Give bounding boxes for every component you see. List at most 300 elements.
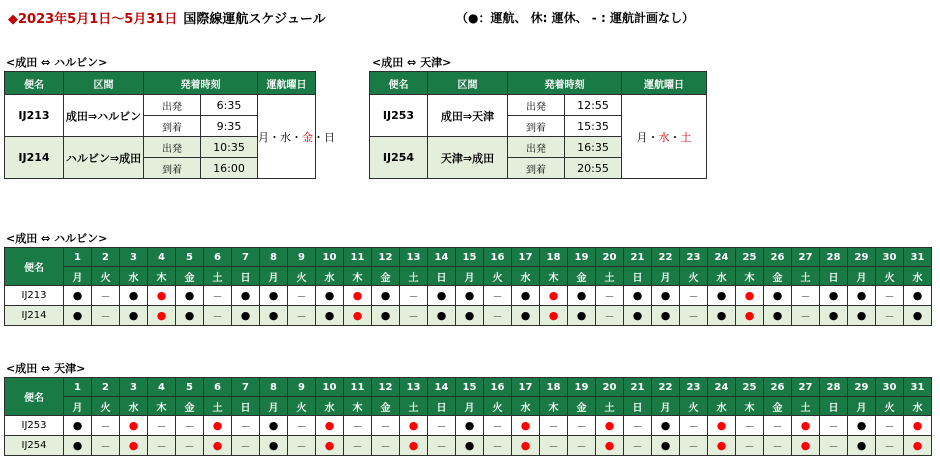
date-header: 26 [764, 378, 792, 397]
page-title [8, 8, 326, 27]
day-cell [372, 416, 400, 436]
day-cell [876, 306, 904, 326]
operating-days-text [258, 131, 335, 144]
day-cell [792, 286, 820, 306]
weekday-header: 金 [764, 267, 792, 286]
date-header: 10 [316, 248, 344, 267]
weekday-header: 日 [820, 267, 848, 286]
operating-dot-red: ● [408, 439, 419, 452]
date-header: 29 [848, 248, 876, 267]
flight-number: IJ214 [5, 137, 64, 179]
day-cell [512, 306, 540, 326]
day-cell [288, 286, 316, 306]
date-header: 15 [456, 378, 484, 397]
operating-dot-red: ● [800, 419, 811, 432]
no-service-dash: － [184, 442, 195, 453]
depart-label: 出発 [144, 95, 201, 116]
weekday-header: 日 [624, 267, 652, 286]
no-service-dash: － [408, 312, 419, 323]
day-cell [568, 286, 596, 306]
day-cell [876, 416, 904, 436]
operating-dot-red: ● [128, 439, 139, 452]
operating-dot-red: ● [744, 289, 755, 302]
section-label-tianjin: <成田 ⇔ 天津> [372, 56, 452, 69]
operating-dot: ● [464, 289, 475, 302]
day-cell [596, 436, 624, 456]
day-cell [596, 286, 624, 306]
table-row [5, 416, 932, 436]
weekday-header: 火 [484, 397, 512, 416]
no-service-dash: － [296, 312, 307, 323]
header-route: 区間 [64, 72, 144, 95]
day-cell [876, 286, 904, 306]
header-days: 運航曜日 [622, 72, 707, 95]
weekday-header: 金 [372, 267, 400, 286]
day-cell [400, 286, 428, 306]
operating-day: 金 [302, 130, 313, 144]
operating-dot-red: ● [520, 439, 531, 452]
date-header: 8 [260, 248, 288, 267]
no-service-dash: － [548, 442, 559, 453]
day-cell [820, 436, 848, 456]
operating-dot-red: ● [156, 309, 167, 322]
date-header: 30 [876, 248, 904, 267]
date-header: 11 [344, 378, 372, 397]
day-cell [260, 436, 288, 456]
day-cell [568, 436, 596, 456]
flight-number: IJ253 [370, 95, 428, 137]
day-cell [848, 306, 876, 326]
operating-dot-red: ● [520, 419, 531, 432]
day-cell [568, 306, 596, 326]
day-cell [148, 286, 176, 306]
arrive-label: 到着 [144, 158, 201, 179]
day-cell [232, 286, 260, 306]
weekday-header: 月 [456, 267, 484, 286]
operating-days-text [637, 131, 692, 144]
operating-dot: ● [912, 309, 923, 322]
date-header: 25 [736, 378, 764, 397]
weekday-header: 木 [148, 397, 176, 416]
day-cell [624, 416, 652, 436]
route: 成田⇒ハルビン [64, 95, 144, 137]
date-header: 28 [820, 378, 848, 397]
date-header: 4 [148, 378, 176, 397]
weekday-header: 土 [596, 267, 624, 286]
day-cell [904, 416, 932, 436]
day-cell [708, 286, 736, 306]
date-header: 17 [512, 378, 540, 397]
day-cell [372, 286, 400, 306]
operating-dot: ● [576, 289, 587, 302]
day-cell [400, 436, 428, 456]
date-header: 2 [92, 248, 120, 267]
operating-dot-red: ● [604, 439, 615, 452]
no-service-dash: － [100, 442, 111, 453]
date-header: 21 [624, 248, 652, 267]
flight-number: IJ214 [5, 306, 64, 326]
operating-dot-red: ● [156, 289, 167, 302]
date-header: 21 [624, 378, 652, 397]
day-cell [652, 306, 680, 326]
weekday-header: 火 [92, 267, 120, 286]
weekday-header: 日 [232, 267, 260, 286]
arrive-time: 15:35 [565, 116, 622, 137]
day-cell [680, 436, 708, 456]
day-cell [456, 306, 484, 326]
day-cell [148, 306, 176, 326]
weekday-header: 火 [680, 267, 708, 286]
no-service-dash: － [492, 292, 503, 303]
operating-dot: ● [268, 309, 279, 322]
operating-dot-red: ● [716, 419, 727, 432]
flight-number: IJ253 [5, 416, 64, 436]
day-cell [484, 286, 512, 306]
day-cell [708, 416, 736, 436]
operating-dot-red: ● [912, 419, 923, 432]
operating-dot: ● [632, 289, 643, 302]
no-service-dash: － [828, 422, 839, 433]
day-cell [652, 436, 680, 456]
operating-dot: ● [240, 289, 251, 302]
no-service-dash: － [688, 312, 699, 323]
no-service-dash: － [828, 442, 839, 453]
operating-dot: ● [828, 309, 839, 322]
weekday-header: 木 [344, 267, 372, 286]
title-date: ◆2023年5月1日～5月31日 [8, 12, 178, 27]
weekday-header: 月 [260, 267, 288, 286]
date-header: 9 [288, 248, 316, 267]
day-cell [484, 306, 512, 326]
day-cell [120, 416, 148, 436]
operating-dot-red: ● [716, 439, 727, 452]
operating-day: 日 [324, 130, 335, 144]
date-header: 29 [848, 378, 876, 397]
day-cell [680, 416, 708, 436]
date-header: 16 [484, 248, 512, 267]
day-cell [64, 286, 92, 306]
operating-dot: ● [72, 439, 83, 452]
operating-dot: ● [268, 289, 279, 302]
date-header: 20 [596, 378, 624, 397]
no-service-dash: － [156, 442, 167, 453]
arrive-time: 16:00 [201, 158, 258, 179]
weekday-header: 月 [64, 267, 92, 286]
weekday-header: 日 [428, 267, 456, 286]
day-cell [400, 416, 428, 436]
operating-dot: ● [464, 419, 475, 432]
operating-dot-red: ● [604, 419, 615, 432]
operating-dot: ● [828, 289, 839, 302]
date-header: 16 [484, 378, 512, 397]
section-label-harbin: <成田 ⇔ ハルビン> [6, 56, 108, 69]
day-cell [400, 306, 428, 326]
no-service-dash: － [548, 422, 559, 433]
no-service-dash: － [296, 292, 307, 303]
calendar-table-tianjin [4, 377, 932, 456]
day-cell [708, 436, 736, 456]
day-cell [820, 416, 848, 436]
operating-day: 月 [636, 130, 648, 144]
depart-time: 10:35 [201, 137, 258, 158]
operating-dot-red: ● [548, 309, 559, 322]
table-row [5, 286, 932, 306]
operating-day: 土 [680, 130, 692, 144]
day-cell [260, 306, 288, 326]
weekday-header: 木 [540, 397, 568, 416]
operating-dot: ● [436, 289, 447, 302]
day-cell [596, 416, 624, 436]
date-header: 28 [820, 248, 848, 267]
operating-dot: ● [856, 289, 867, 302]
weekday-header: 日 [428, 397, 456, 416]
no-service-dash: － [688, 292, 699, 303]
operating-dot: ● [268, 439, 279, 452]
weekday-header: 木 [540, 267, 568, 286]
day-cell [120, 306, 148, 326]
date-header: 5 [176, 248, 204, 267]
day-cell [512, 436, 540, 456]
weekday-header: 土 [400, 397, 428, 416]
no-service-dash: － [884, 312, 895, 323]
day-cell [260, 416, 288, 436]
day-cell [64, 436, 92, 456]
day-cell [624, 286, 652, 306]
weekday-header: 木 [736, 267, 764, 286]
day-cell [176, 306, 204, 326]
no-service-dash: － [800, 312, 811, 323]
section-label-tianjin-calendar: <成田 ⇔ 天津> [6, 362, 86, 375]
day-cell [120, 436, 148, 456]
operating-dot: ● [128, 309, 139, 322]
route: ハルビン⇒成田 [64, 137, 144, 179]
operating-day: ・ [269, 130, 280, 144]
day-cell [64, 416, 92, 436]
date-header: 23 [680, 248, 708, 267]
weekday-header: 土 [596, 397, 624, 416]
depart-label: 出発 [508, 95, 565, 116]
day-cell [204, 436, 232, 456]
date-header: 9 [288, 378, 316, 397]
weekday-header: 木 [344, 397, 372, 416]
day-cell [904, 286, 932, 306]
operating-day: ・ [647, 130, 659, 144]
operating-dot: ● [660, 309, 671, 322]
date-header: 15 [456, 248, 484, 267]
date-header: 18 [540, 378, 568, 397]
day-cell [848, 286, 876, 306]
day-cell [764, 436, 792, 456]
operating-day: 水 [280, 130, 291, 144]
weekday-header: 月 [652, 267, 680, 286]
weekday-header: 金 [176, 397, 204, 416]
day-cell [736, 306, 764, 326]
date-header: 22 [652, 378, 680, 397]
day-cell [316, 286, 344, 306]
operating-day: 水 [658, 130, 670, 144]
date-header: 25 [736, 248, 764, 267]
day-cell [232, 436, 260, 456]
weekday-header: 火 [484, 267, 512, 286]
title-subtitle: 国際線運航スケジュール [183, 12, 326, 27]
day-cell [904, 306, 932, 326]
operating-dot-red: ● [324, 419, 335, 432]
day-cell [708, 306, 736, 326]
weekday-header: 水 [120, 397, 148, 416]
date-header: 3 [120, 378, 148, 397]
day-cell [652, 416, 680, 436]
day-cell [792, 416, 820, 436]
date-header: 5 [176, 378, 204, 397]
operating-dot: ● [380, 309, 391, 322]
schedule-table-tianjin [369, 71, 707, 179]
weekday-header: 木 [148, 267, 176, 286]
date-header: 27 [792, 378, 820, 397]
no-service-dash: － [884, 422, 895, 433]
day-cell [288, 306, 316, 326]
date-header: 17 [512, 248, 540, 267]
weekday-header: 水 [904, 267, 932, 286]
no-service-dash: － [240, 442, 251, 453]
weekday-header: 水 [316, 397, 344, 416]
day-cell [92, 416, 120, 436]
date-header: 2 [92, 378, 120, 397]
day-cell [92, 436, 120, 456]
day-cell [344, 286, 372, 306]
weekday-header: 水 [708, 397, 736, 416]
operating-dot: ● [436, 309, 447, 322]
day-cell [316, 306, 344, 326]
date-header: 19 [568, 248, 596, 267]
date-header: 14 [428, 248, 456, 267]
operating-dot-red: ● [352, 289, 363, 302]
operating-day: ・ [313, 130, 324, 144]
day-cell [596, 306, 624, 326]
date-header: 6 [204, 248, 232, 267]
operating-dot: ● [520, 309, 531, 322]
flight-number: IJ254 [370, 137, 428, 179]
weekday-header: 火 [680, 397, 708, 416]
operating-dot: ● [380, 289, 391, 302]
depart-time: 6:35 [201, 95, 258, 116]
day-cell [624, 436, 652, 456]
day-cell [288, 416, 316, 436]
date-header: 24 [708, 248, 736, 267]
day-cell [820, 286, 848, 306]
no-service-dash: － [604, 292, 615, 303]
day-cell [680, 286, 708, 306]
no-service-dash: － [296, 442, 307, 453]
section-label-harbin-calendar: <成田 ⇔ ハルビン> [6, 232, 108, 245]
date-header: 30 [876, 378, 904, 397]
weekday-header: 土 [792, 267, 820, 286]
no-service-dash: － [212, 312, 223, 323]
table-row [5, 306, 932, 326]
day-cell [260, 286, 288, 306]
weekday-header: 水 [512, 397, 540, 416]
operating-dot-red: ● [744, 309, 755, 322]
date-header: 19 [568, 378, 596, 397]
day-cell [764, 286, 792, 306]
calendar-table-harbin [4, 247, 932, 326]
date-header: 7 [232, 378, 260, 397]
date-header: 8 [260, 378, 288, 397]
arrive-label: 到着 [508, 116, 565, 137]
day-cell [652, 286, 680, 306]
no-service-dash: － [576, 422, 587, 433]
operating-dot: ● [324, 309, 335, 322]
no-service-dash: － [212, 292, 223, 303]
operating-dot: ● [184, 289, 195, 302]
flight-number: IJ213 [5, 286, 64, 306]
weekday-header: 月 [848, 397, 876, 416]
day-cell [176, 436, 204, 456]
day-cell [456, 416, 484, 436]
date-header: 1 [64, 378, 92, 397]
operating-dot-red: ● [324, 439, 335, 452]
header-days: 運航曜日 [258, 72, 316, 95]
operating-dot-red: ● [128, 419, 139, 432]
operating-dot: ● [772, 289, 783, 302]
operating-dot: ● [772, 309, 783, 322]
day-cell [512, 286, 540, 306]
day-cell [344, 436, 372, 456]
route: 成田⇒天津 [428, 95, 508, 137]
operating-dot: ● [716, 289, 727, 302]
no-service-dash: － [744, 422, 755, 433]
day-cell [568, 416, 596, 436]
no-service-dash: － [100, 312, 111, 323]
no-service-dash: － [604, 312, 615, 323]
weekday-header: 金 [568, 267, 596, 286]
operating-dot: ● [128, 289, 139, 302]
day-cell [484, 416, 512, 436]
day-cell [372, 436, 400, 456]
day-cell [204, 416, 232, 436]
header-flight: 便名 [370, 72, 428, 95]
weekday-header: 水 [904, 397, 932, 416]
no-service-dash: － [632, 422, 643, 433]
day-cell [204, 286, 232, 306]
date-header: 4 [148, 248, 176, 267]
flight-number: IJ213 [5, 95, 64, 137]
weekday-header: 火 [92, 397, 120, 416]
header-flight: 便名 [5, 248, 64, 286]
operating-dot-red: ● [548, 289, 559, 302]
day-cell [456, 286, 484, 306]
flight-number: IJ254 [5, 436, 64, 456]
operating-dot: ● [856, 439, 867, 452]
weekday-header: 金 [176, 267, 204, 286]
no-service-dash: － [184, 422, 195, 433]
no-service-dash: － [884, 292, 895, 303]
day-cell [792, 436, 820, 456]
operating-days [622, 95, 707, 179]
day-cell [176, 286, 204, 306]
day-cell [540, 436, 568, 456]
operating-dot: ● [520, 289, 531, 302]
no-service-dash: － [296, 422, 307, 433]
day-cell [456, 436, 484, 456]
date-header: 31 [904, 248, 932, 267]
day-cell [148, 416, 176, 436]
day-cell [736, 416, 764, 436]
depart-time: 16:35 [565, 137, 622, 158]
header-times: 発着時刻 [508, 72, 622, 95]
day-cell [764, 416, 792, 436]
weekday-header: 月 [456, 397, 484, 416]
arrive-time: 20:55 [565, 158, 622, 179]
